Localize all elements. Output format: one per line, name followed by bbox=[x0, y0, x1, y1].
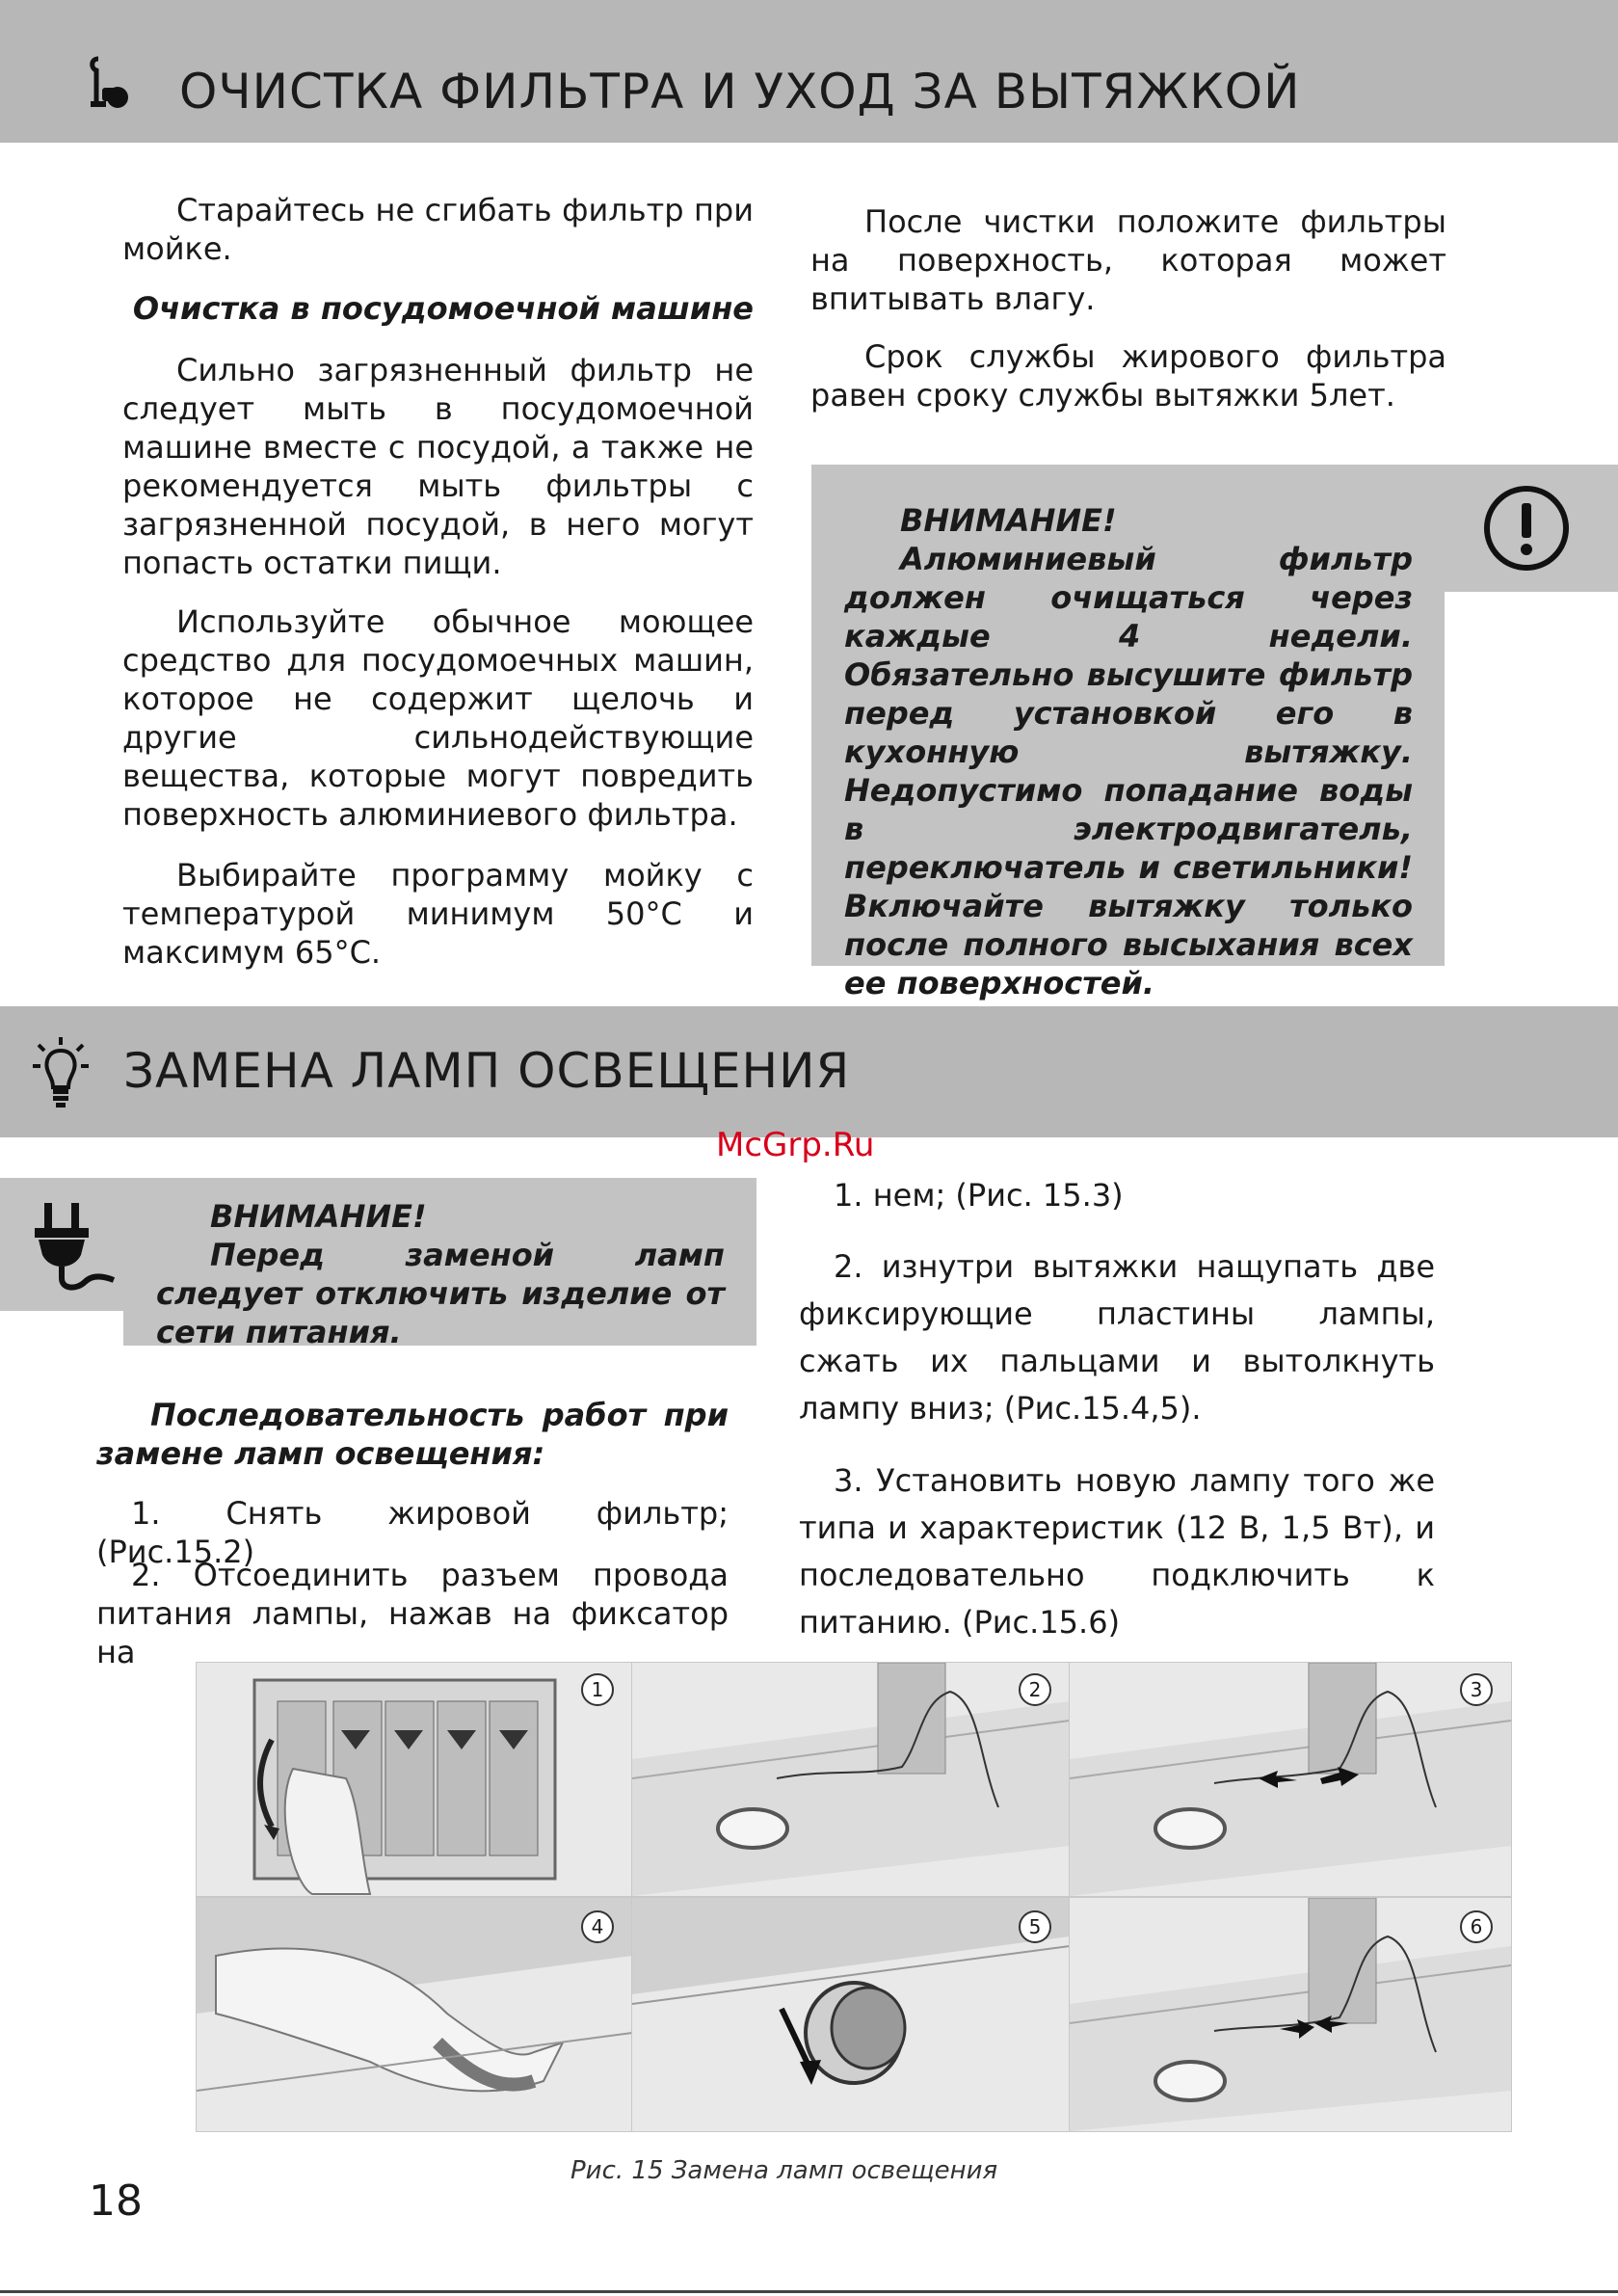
panel-number-3: 3 bbox=[1460, 1673, 1493, 1706]
panel-number-1: 1 bbox=[581, 1673, 614, 1706]
procedure-step-2-cont: 1. нем; (Рис. 15.3) bbox=[834, 1177, 1124, 1214]
warning-power-title: ВНИМАНИЕ! bbox=[210, 1198, 427, 1235]
warning-filter-title: ВНИМАНИЕ! bbox=[900, 502, 1117, 539]
figure-panel-6 bbox=[1069, 1897, 1512, 2132]
procedure-step-4: 3. Установить новую лампу того же типа и характеристик (12 В, 1,5 Вт), и последовательно подключить к питанию. (Рис.15.6) bbox=[799, 1462, 1435, 1641]
panel-number-2: 2 bbox=[1019, 1673, 1051, 1706]
warning-power-body: Перед заменой ламп следует отключить изделие от сети питания. bbox=[156, 1237, 725, 1350]
page-number: 18 bbox=[89, 2176, 143, 2226]
section1-title: ОЧИСТКА ФИЛЬТРА И УХОД ЗА ВЫТЯЖКОЙ bbox=[179, 64, 1301, 120]
light-bulb-icon bbox=[33, 1035, 89, 1108]
paragraph-temperature: Выбирайте программу мойку с температурой минимум 50°C и максимум 65°C. bbox=[122, 857, 754, 971]
figure-panel-2 bbox=[631, 1662, 1071, 1897]
watermark-text: McGrp.Ru bbox=[716, 1126, 875, 1164]
warning-filter-body: Алюминиевый фильтр должен очищаться через каждые 4 недели. Обязательно высушите фильтр перед установкой его в кухонную вытяжку. Недопустимо попадание воды в электродвигатель, переключатель и светильники! Включайте вытяжку только после полного высыхания всех ее поверхностей. bbox=[844, 541, 1413, 1001]
plug-icon bbox=[29, 1201, 118, 1294]
exclamation-icon bbox=[1482, 484, 1571, 573]
vacuum-cleaner-icon bbox=[89, 53, 131, 111]
paragraph-detergent: Используйте обычное моющее средство для посудомоечных машин, которое не содержит щелочь и другие сильнодействующие вещества, которые могут повредить поверхность алюминиевого фильтра. bbox=[122, 603, 754, 833]
paragraph-no-bend: Старайтесь не сгибать фильтр при мойке. bbox=[122, 192, 754, 267]
section2-title: ЗАМЕНА ЛАМП ОСВЕЩЕНИЯ bbox=[123, 1043, 851, 1099]
procedure-step-1: 1. Снять жировой фильтр; (Рис.15.2) bbox=[96, 1495, 729, 1570]
paragraph-service-life: Срок службы жирового фильтра равен сроку службы вытяжки 5лет. bbox=[810, 338, 1446, 414]
subheading-dishwasher: Очистка в посудомоечной машине bbox=[132, 290, 754, 327]
figure-panel-1 bbox=[196, 1662, 633, 1897]
procedure-step-2: 2. Отсоединить разъем провода питания лампы, нажав на фиксатор на bbox=[96, 1557, 729, 1670]
paragraph-dishwasher-warning: Сильно загрязненный фильтр не следует мыть в посудомоечной машине вместе с посудой, а также не рекомендуется мыть фильтры с загрязненной посудой, в него могут попасть остатки пищи. bbox=[122, 352, 754, 581]
figure-caption: Рис. 15 Замена ламп освещения bbox=[570, 2156, 998, 2185]
panel-number-5: 5 bbox=[1019, 1910, 1051, 1943]
warning-filter-text bbox=[844, 501, 1413, 1002]
procedure-heading: Последовательность работ при замене ламп освещения: bbox=[96, 1397, 729, 1472]
panel-number-6: 6 bbox=[1460, 1910, 1493, 1943]
figure-panel-4 bbox=[196, 1897, 633, 2132]
paragraph-dry-filters: После чистки положите фильтры на поверхность, которая может впитывать влагу. bbox=[810, 203, 1446, 317]
figure-panel-3 bbox=[1069, 1662, 1512, 1897]
figure-panel-5 bbox=[631, 1897, 1071, 2132]
bottom-rule bbox=[0, 2290, 1618, 2293]
procedure-step-3: 2. изнутри вытяжки нащупать две фиксирующие пластины лампы, сжать их пальцами и вытолкнуть лампу вниз; (Рис.15.4,5). bbox=[799, 1248, 1435, 1427]
panel-number-4: 4 bbox=[581, 1910, 614, 1943]
warning-power-text bbox=[156, 1197, 725, 1351]
figure-15 bbox=[196, 1662, 1510, 2130]
